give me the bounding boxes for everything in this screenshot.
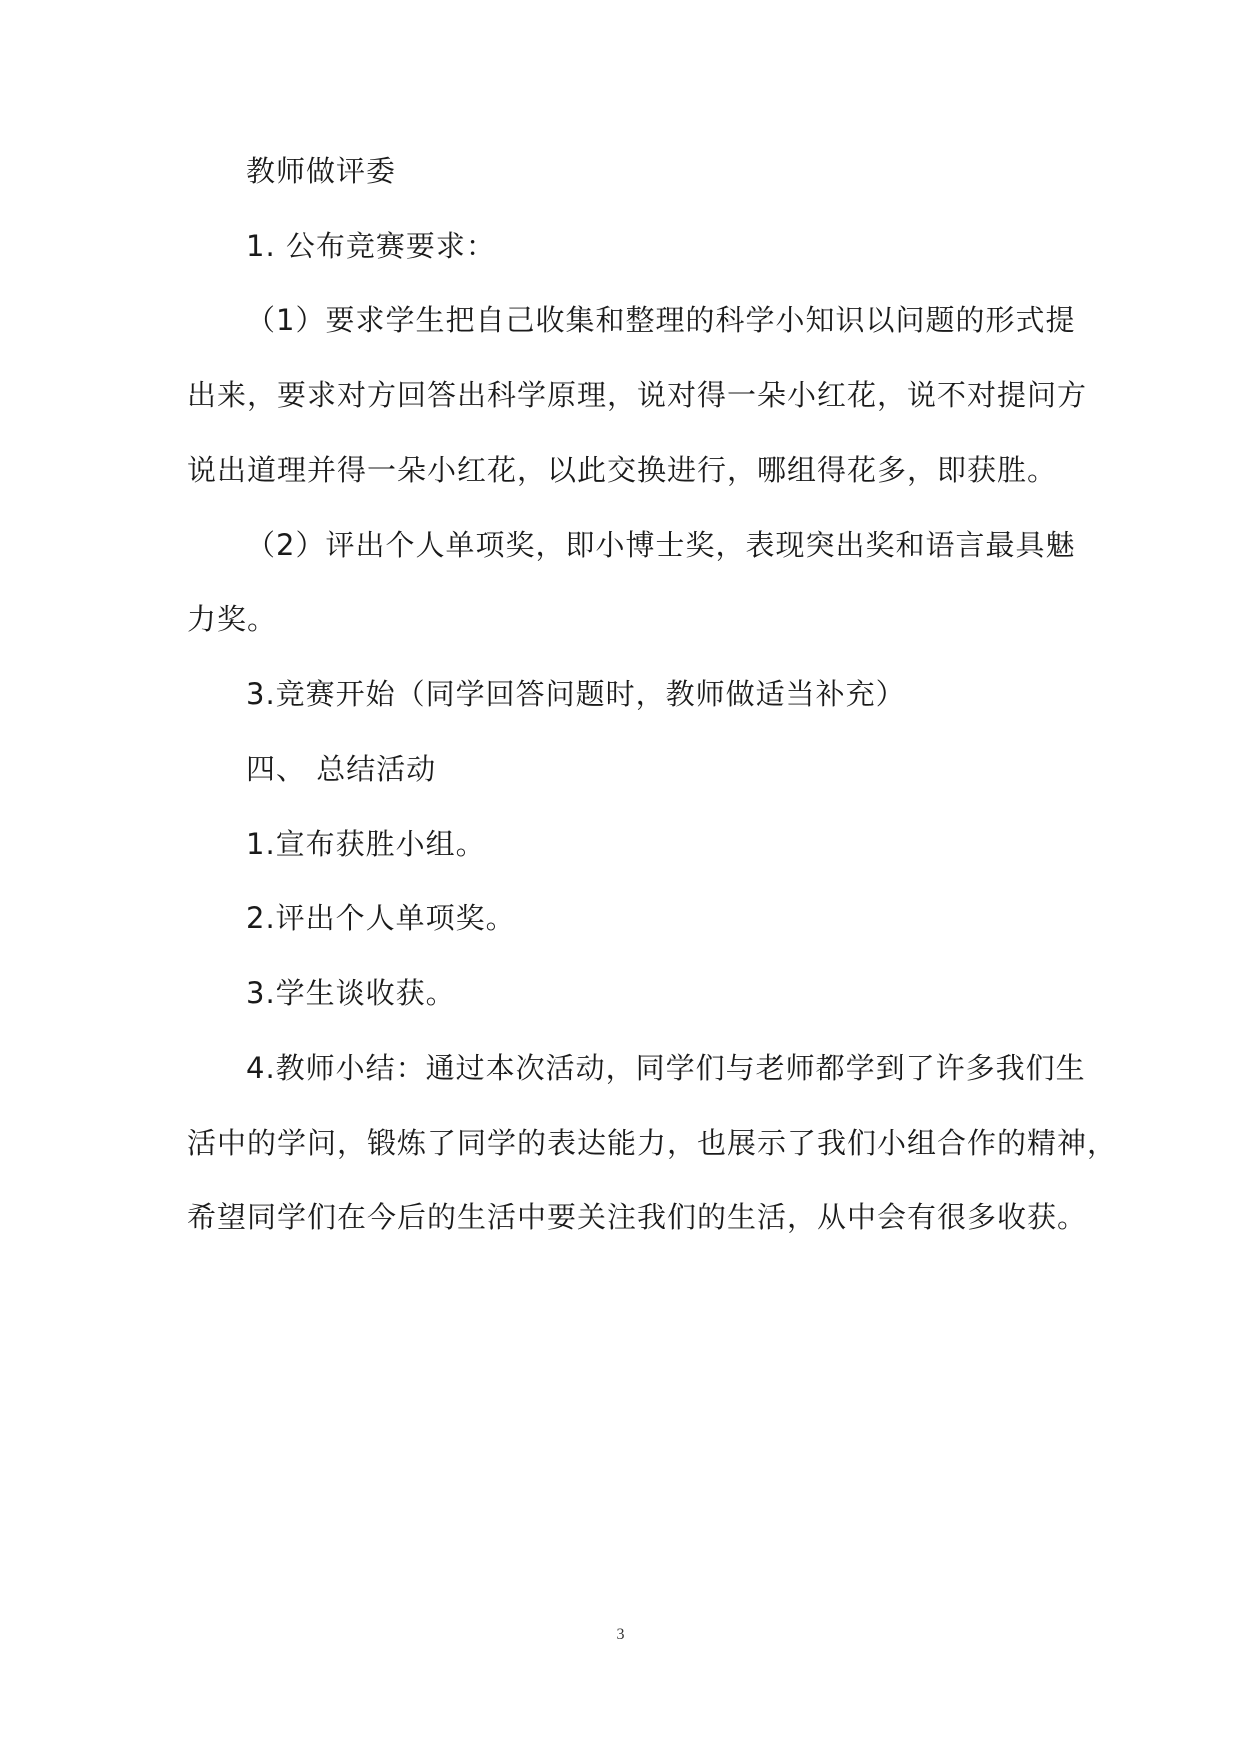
paragraph-line: 活中的学问，锻炼了同学的表达能力，也展示了我们小组合作的精神， (187, 1126, 1118, 1160)
paragraph-line: 3.竞赛开始（同学回答问题时，教师做适当补充） (246, 677, 906, 711)
paragraph-line: 4.教师小结：通过本次活动，同学们与老师都学到了许多我们生 (246, 1051, 1086, 1085)
paragraph-line: 教师做评委 (246, 154, 397, 188)
paragraph-line: 力奖。 (187, 602, 278, 636)
paragraph-line: （1）要求学生把自己收集和整理的科学小知识以问题的形式提 (246, 303, 1076, 337)
paragraph-line: 2.评出个人单项奖。 (246, 901, 516, 935)
paragraph-line: 出来，要求对方回答出科学原理，说对得一朵小红花，说不对提问方 (187, 378, 1088, 412)
paragraph-line: 1.宣布获胜小组。 (246, 827, 486, 861)
paragraph-line: 说出道理并得一朵小红花，以此交换进行，哪组得花多，即获胜。 (187, 453, 1058, 487)
paragraph-line: 1. 公布竞赛要求： (246, 229, 496, 263)
paragraph-line: （2）评出个人单项奖，即小博士奖，表现突出奖和语言最具魅 (246, 528, 1076, 562)
page-number: 3 (616, 1626, 625, 1643)
section-heading: 四、 总结活动 (246, 752, 437, 786)
paragraph-line: 3.学生谈收获。 (246, 976, 456, 1010)
paragraph-line: 希望同学们在今后的生活中要关注我们的生活，从中会有很多收获。 (187, 1200, 1088, 1234)
